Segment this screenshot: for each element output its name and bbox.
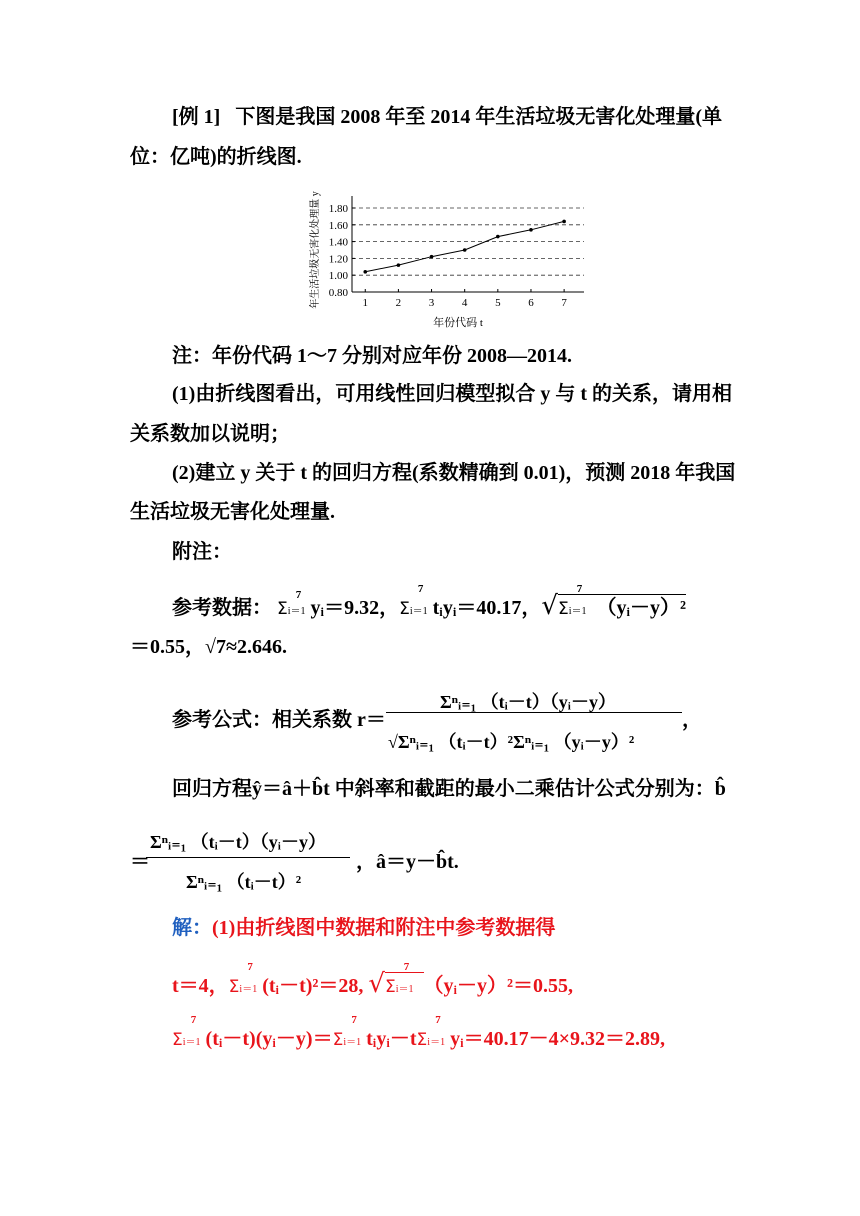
data-point: [430, 255, 434, 259]
sqrt-icon: √: [541, 591, 558, 621]
example-intro-line1: [172, 103, 722, 131]
sum-icon: Σ: [416, 1030, 428, 1050]
chart-grid: [352, 208, 584, 275]
corr-numerator: Σⁿᵢ₌₁ （tᵢ－t）（yᵢ－y）: [440, 692, 616, 712]
y-tick-label: 1.60: [328, 219, 348, 232]
ref-data-line1: 参考数据： Σ 7 i＝1 yᵢ＝9.32，Σ 7 i＝1 tᵢyᵢ＝40.17，√Σ 7 i＝1 （yᵢ－y）²: [172, 583, 687, 621]
data-point: [562, 220, 566, 224]
chart-series-line: [365, 221, 564, 271]
equals-sign: ＝: [130, 851, 150, 873]
chart-ylabel: 年生活垃圾无害化处理量 y: [310, 191, 321, 309]
y-tick-label: 1.00: [328, 270, 348, 283]
ref-data-v2: tᵢyᵢ＝40.17，: [432, 597, 542, 619]
sum-icon: Σ: [332, 1030, 344, 1050]
question2-line2: 生活垃圾无害化处理量.: [130, 501, 335, 523]
ref-data-v3: （yᵢ－y）²: [596, 597, 687, 619]
x-tick-label: 4: [461, 297, 468, 309]
solution-sqrt-y: （yᵢ－y）²＝0.55,: [423, 975, 574, 997]
sum-icon: Σ: [277, 599, 288, 619]
sum-limits: 7 i＝1: [287, 589, 306, 617]
slope-denominator: Σⁿᵢ₌₁ （tᵢ－t）²: [186, 872, 302, 892]
question2-line1: (2)建立 y 关于 t 的回归方程(系数精确到 0.01)，预测 2018 年我国: [172, 462, 736, 484]
data-point: [397, 263, 401, 267]
sqrt-icon: √: [368, 969, 385, 999]
slope-fraction-bar: [146, 857, 350, 858]
x-tick-label: 1: [362, 297, 369, 309]
sum-icon: Σ: [384, 977, 396, 997]
solution-line2: t＝4，Σ 7 i＝1 (tᵢ－t)²＝28, √Σ 7 i＝1 （yᵢ－y）²＝0.55,: [172, 961, 574, 999]
y-tick-label: 0.80: [328, 287, 348, 299]
solution-label: 解：: [172, 917, 212, 939]
example-tag: [例 1]: [172, 106, 221, 128]
solution-t-value: t＝4，: [172, 975, 229, 997]
x-tick-label: 7: [561, 297, 567, 309]
data-point: [363, 270, 367, 274]
x-tick-label: 3: [428, 297, 435, 309]
data-point: [496, 235, 500, 239]
chart-note: 注：年份代码 1～7 分别对应年份 2008—2014.: [172, 345, 572, 367]
solution-cov-b: tᵢyᵢ－t: [366, 1028, 417, 1050]
solution-cov-a: (tᵢ－t)(yᵢ－y)＝: [205, 1028, 333, 1050]
ref-data-line2: ＝0.55，√7≈2.646.: [130, 636, 287, 658]
sum-icon: Σ: [172, 1030, 183, 1050]
data-point: [463, 248, 467, 252]
chart-ticks: [329, 203, 568, 309]
line-chart: [300, 180, 600, 330]
solution-cov-c: yᵢ＝40.17－4×9.32＝2.89,: [450, 1028, 666, 1050]
example-intro-line2: 位：亿吨)的折线图.: [130, 146, 302, 168]
x-tick-label: 2: [395, 297, 402, 309]
corr-trail: ，: [682, 709, 702, 731]
corr-label: 参考公式：相关系数 r＝: [172, 709, 386, 731]
intercept-formula: ，â＝y－b̂t.: [356, 851, 459, 873]
chart-axes: [352, 196, 584, 292]
x-tick-label: 6: [528, 297, 534, 309]
y-tick-label: 1.40: [328, 236, 348, 249]
solution-sum-t: (tᵢ－t)²＝28,: [262, 975, 364, 997]
solution-line3: Σ 7 i＝1 (tᵢ－t)(yᵢ－y)＝Σ 7 i＝1 tᵢyᵢ－tΣ 7 i＝1 yᵢ＝40.17－4×9.32＝2.89,: [172, 1014, 666, 1050]
question1-line1: (1)由折线图看出，可用线性回归模型拟合 y 与 t 的关系，请用相: [172, 383, 732, 405]
intro-text-1: 下图是我国 2008 年至 2014 年生活垃圾无害化处理量(单: [235, 106, 722, 128]
appendix-title: 附注：: [172, 541, 232, 563]
y-tick-label: 1.80: [328, 203, 348, 215]
ref-data-v1: yᵢ＝9.32，: [310, 597, 400, 619]
y-tick-label: 1.20: [328, 253, 348, 266]
slope-numerator: Σⁿᵢ₌₁ （tᵢ－t）（yᵢ－y）: [150, 832, 326, 852]
data-point: [529, 228, 533, 232]
x-tick-label: 5: [495, 297, 501, 309]
regression-line1: 回归方程ŷ＝â＋b̂t 中斜率和截距的最小二乘估计公式分别为：b̂: [172, 778, 726, 800]
sum-icon: Σ: [228, 977, 240, 997]
sum-icon: Σ: [557, 599, 569, 619]
corr-fraction-bar: [386, 712, 682, 713]
question1-line2: 关系数加以说明；: [130, 423, 290, 445]
chart-xlabel: 年份代码 t: [433, 317, 483, 329]
corr-denominator: √Σⁿᵢ₌₁ （tᵢ－t）²Σⁿᵢ₌₁ （yᵢ－y）²: [388, 732, 635, 752]
ref-data-label: 参考数据：: [172, 597, 272, 619]
solution-line1: [172, 914, 555, 942]
solution-text: (1)由折线图中数据和附注中参考数据得: [212, 917, 556, 939]
sum-icon: Σ: [399, 599, 410, 619]
